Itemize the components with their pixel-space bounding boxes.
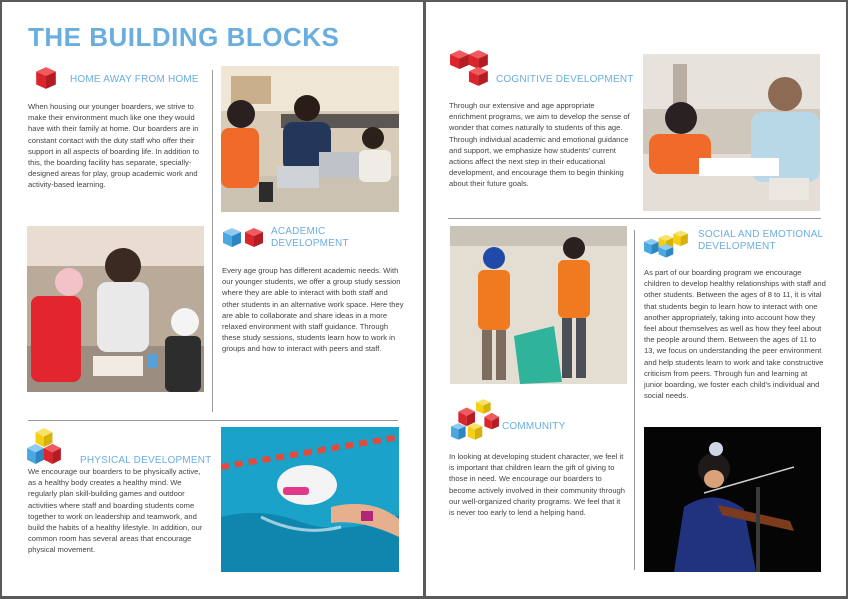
physical-body: We encourage our boarders to be physically active, as a healthy body creates a healthy mind. We regularly plan skill-building games and outdoor activities where staff and boarding students come together to work on leadership and teamwork, and build the habits of a healthy lifestyle. In addition, our common room has several areas that encourage physical movement. [28, 467, 203, 555]
right-page [426, 2, 846, 596]
section-divider [448, 218, 821, 219]
kids-playing-photo [27, 226, 204, 392]
swimmer-photo [221, 427, 399, 572]
social-heading: SOCIAL AND EMOTIONAL DEVELOPMENT [698, 229, 824, 252]
stacked-cubes-icon [27, 427, 61, 465]
colorful-cubes-icon [450, 398, 500, 442]
red-cube-icon [35, 66, 57, 90]
community-heading: COMMUNITY [502, 421, 566, 432]
physical-heading: PHYSICAL DEVELOPMENT [80, 455, 212, 466]
social-body: As part of our boarding program we encourage children to develop healthy relationships with staff and other students. Between the ages of 8 to 11, it is vital that students begin to learn how to interact with one another appropriately, taking into account how they feel about themselves as well as how they feel about the people around them. Between the ages of 11 to 13, we focus on understanding the peer environment and help students learn to work and take constructive criticism from peers. Through fun and learning at junior boarding, we foster each child's individual and social needs. [644, 268, 826, 401]
blue-red-cubes-icon [221, 226, 267, 248]
tutoring-photo [643, 54, 820, 211]
red-cubes-icon [449, 49, 491, 87]
column-divider [212, 70, 213, 412]
page-title: THE BUILDING BLOCKS [28, 22, 340, 52]
mixed-cubes-icon [643, 229, 691, 259]
study-group-photo [221, 66, 399, 212]
beach-cleanup-photo [450, 226, 627, 384]
home-heading: HOME AWAY FROM HOME [70, 74, 199, 85]
home-body: When housing our younger boarders, we strive to make their environment much like one they would have with their family at home. Our boarders are in constant contact with the duty staff who offer their support in all aspects of boarding life. In addition to this, the boarding facility has separate, specially-designed areas for play, group academic work and activity-based learning. [28, 102, 199, 190]
violinist-photo [644, 427, 821, 572]
academic-heading: ACADEMIC DEVELOPMENT [271, 226, 349, 249]
community-body: In looking at developing student character, we feel it is important that children learn the gift of giving to those in need. We encourage our boarders to become actively involved in their community through our well-organized charity programs. We feel that it is never too early to lend a helping hand. [449, 452, 626, 518]
column-divider [634, 230, 635, 570]
left-page [2, 2, 423, 596]
cognitive-body: Through our extensive and age appropriate enrichment programs, we aim to develop the sense of wonder that comes naturally to students of this age. Through individual academic and emotional guidance and support, we emphasize how students' current actions affect the next step in their educational development, and encourage them to begin thinking about their future goals. [449, 101, 630, 189]
section-divider [28, 420, 398, 421]
academic-body: Every age group has different academic needs. With our younger students, we offer a group study session where they are able to interact with both staff and other students in an alternative work space. Here they are able to collaborate and share ideas in a more relaxed environment with staff guidance. Through these study sessions, students learn how to work in groups and how to interact with peers and staff. [222, 266, 404, 354]
cognitive-heading: COGNITIVE DEVELOPMENT [496, 74, 634, 85]
